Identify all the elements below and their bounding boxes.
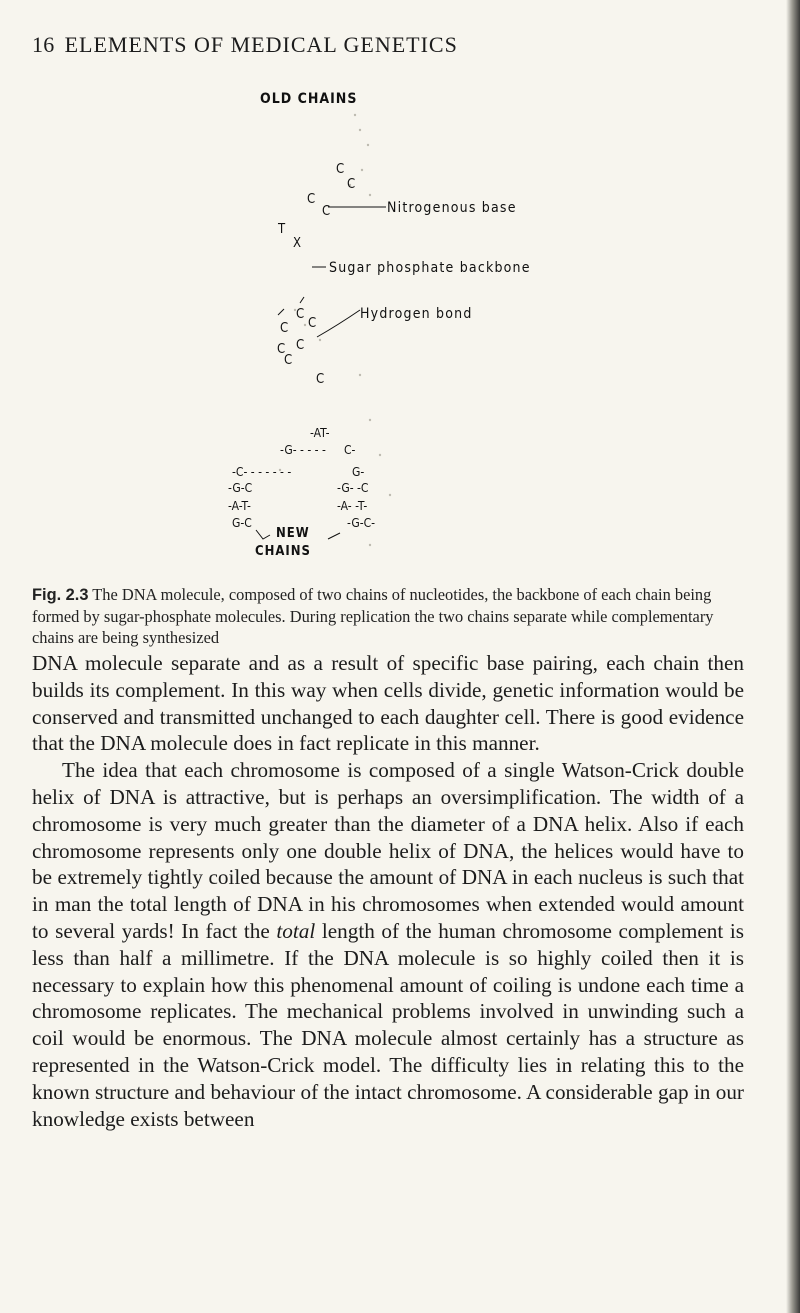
base-pair-ladder bbox=[228, 426, 375, 530]
base-pair-right: G- bbox=[352, 465, 365, 479]
emphasis-total: total bbox=[276, 918, 316, 943]
base-pair-right: -G-C- bbox=[347, 516, 376, 530]
helix-glyph: C bbox=[296, 307, 305, 322]
book-spine-shadow bbox=[786, 0, 800, 1313]
helix-glyph: C bbox=[308, 316, 317, 331]
page-number: 16 bbox=[32, 32, 55, 57]
dna-figure bbox=[200, 75, 580, 575]
helix-glyph: C bbox=[280, 321, 289, 336]
running-header bbox=[32, 32, 458, 58]
paragraph-2-part-b: length of the human chromosome complement is less than half a millimetre. If the DNA molecule is so highly coiled then it is necessary to explain how this phenomenal amount of coiling is undone each time a chromosome replicates. The mechanical problems involved in unwinding such a coil would be enormous. The DNA molecule almost certainly has a structure as represented in the Watson-Crick model. The difficulty lies in relating this to the known structure and behaviour of the intact chromosome. A considerable gap in our knowledge exists between bbox=[32, 918, 744, 1131]
label-nitrogenous-base: Nitrogenous base bbox=[387, 200, 517, 216]
helix-glyph: C bbox=[316, 372, 325, 387]
base-pair-left: -C- - - - - - - bbox=[232, 465, 292, 479]
base-pair-right: -A- -T- bbox=[337, 499, 368, 513]
base-pair-left: -A-T- bbox=[228, 499, 251, 513]
helix-shading bbox=[279, 114, 391, 546]
label-chains: CHAINS bbox=[255, 544, 311, 559]
helix-glyph: X bbox=[293, 236, 302, 251]
label-sugar-phosphate-backbone: Sugar phosphate backbone bbox=[329, 260, 531, 276]
helix-glyph: T bbox=[278, 222, 286, 237]
helix-glyph: C bbox=[277, 342, 286, 357]
paragraph-2-part-a: The idea that each chromosome is composed of a single Watson-Crick double helix of DNA is attractive, but is perhaps an oversimplification. The width of a chromosome is very much greater than the diameter of a DNA helix. Also if each chromosome represents only one double helix of DNA, the helices would have to be extremely tightly coiled because the amount of DNA in each nucleus is such that in man the total length of DNA in his chromosomes when extended would amount to several yards! In fact the bbox=[32, 758, 744, 943]
label-new: NEW bbox=[276, 526, 310, 541]
base-pair-left: -G-C bbox=[228, 481, 253, 495]
helix-glyph: C bbox=[296, 338, 305, 353]
base-pair-left: -G- - - - - bbox=[280, 443, 326, 457]
label-old-chains: OLD CHAINS bbox=[260, 91, 358, 107]
helix-glyph: C bbox=[347, 177, 356, 192]
caption-text: The DNA molecule, composed of two chains of nucleotides, the backbone of each chain being formed by sugar-phosphate molecules. During replication the two chains separate while complementary chains are being synthesized bbox=[32, 585, 714, 647]
helix-glyph: C bbox=[336, 162, 345, 177]
running-title: ELEMENTS OF MEDICAL GENETICS bbox=[64, 32, 458, 57]
helix-glyph: C bbox=[307, 192, 316, 207]
base-pair-right: C- bbox=[344, 443, 356, 457]
base-pair-left: -AT- bbox=[310, 426, 330, 440]
base-pair-right: -G- -C bbox=[337, 481, 369, 495]
helix-glyph: C bbox=[284, 353, 293, 368]
figure-label: Fig. 2.3 bbox=[32, 586, 89, 604]
paragraph-2 bbox=[32, 757, 744, 1132]
base-pair-left: G-C bbox=[232, 516, 252, 530]
paragraph-1: DNA molecule separate and as a result of specific base pairing, each chain then builds its complement. In this way when cells divide, genetic information would be conserved and transmitted unchanged to each daughter cell. There is good evidence that the DNA molecule does in fact replicate in this manner. bbox=[32, 651, 744, 756]
figure-caption bbox=[32, 584, 732, 648]
label-hydrogen-bond: Hydrogen bond bbox=[360, 306, 473, 322]
body-text bbox=[32, 650, 744, 1132]
helix-glyph: C bbox=[322, 204, 331, 219]
dna-diagram bbox=[200, 75, 580, 575]
